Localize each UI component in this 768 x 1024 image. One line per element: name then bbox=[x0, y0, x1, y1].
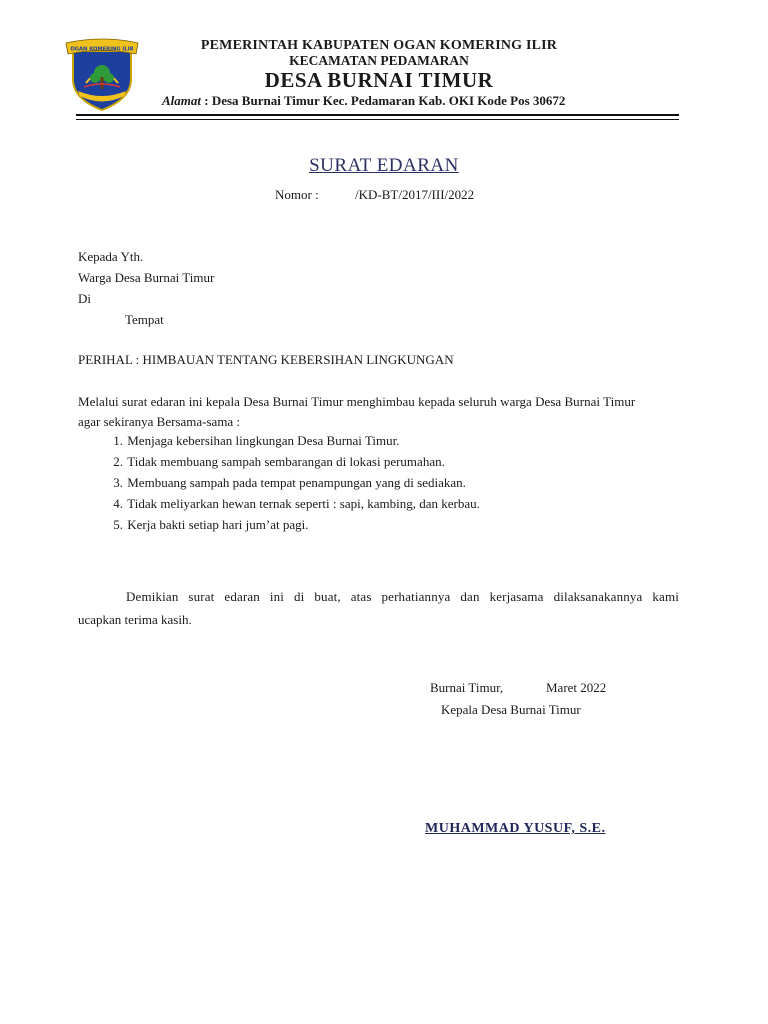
recipient-line-4: Tempat bbox=[125, 312, 164, 327]
recipient-line-3: Di bbox=[78, 291, 91, 306]
list-item bbox=[76, 454, 480, 475]
list-item-text: Tidak meliyarkan hewan ternak seperti : sapi, kambing, dan kerbau. bbox=[127, 496, 480, 511]
list-item-number: 4. bbox=[113, 496, 123, 511]
list-item-number: 1. bbox=[113, 433, 123, 448]
subject-line: PERIHAL : HIMBAUAN TENTANG KEBERSIHAN LINGKUNGAN bbox=[78, 352, 454, 367]
address-label: Alamat bbox=[162, 93, 202, 108]
letterhead-divider-thick bbox=[76, 114, 679, 116]
intro-line-1: Melalui surat edaran ini kepala Desa Burnai Timur menghimbau kepada seluruh warga Desa Burnai Timur bbox=[78, 394, 636, 409]
letter-place: Burnai Timur, bbox=[430, 680, 504, 695]
list-item-text: Tidak membuang sampah sembarangan di lokasi perumahan. bbox=[127, 454, 445, 469]
list-item bbox=[76, 517, 480, 538]
list-item bbox=[76, 475, 480, 496]
signer-position: Kepala Desa Burnai Timur bbox=[441, 702, 581, 717]
list-item-text: Membuang sampah pada tempat penampungan yang di sediakan. bbox=[127, 475, 466, 490]
list-item-number: 3. bbox=[113, 475, 123, 490]
letter-title: SURAT EDARAN bbox=[309, 155, 459, 176]
letterhead-divider-thin bbox=[76, 119, 679, 120]
recipient-line-1: Kepada Yth. bbox=[78, 249, 144, 264]
government-header: PEMERINTAH KABUPATEN OGAN KOMERING ILIR bbox=[200, 38, 558, 53]
address-line bbox=[162, 93, 565, 109]
list-item-text: Kerja bakti setiap hari jum’at pagi. bbox=[127, 517, 309, 532]
address-text: : Desa Burnai Timur Kec. Pedamaran Kab. OKI Kode Pos 30672 bbox=[201, 93, 566, 108]
list-item-text: Menjaga kebersihan lingkungan Desa Burnai Timur. bbox=[127, 433, 400, 448]
recipient-line-2: Warga Desa Burnai Timur bbox=[78, 270, 215, 285]
letter-date: Maret 2022 bbox=[546, 680, 607, 695]
closing-line-1: Demikian surat edaran ini di buat, atas perhatiannya dan kerjasama dilaksanakannya kami bbox=[126, 589, 679, 604]
list-item bbox=[76, 433, 480, 454]
district-header: KECAMATAN PEDAMARAN bbox=[289, 53, 469, 68]
instruction-list bbox=[76, 433, 480, 538]
list-item bbox=[76, 496, 480, 517]
list-item-number: 2. bbox=[113, 454, 123, 469]
signer-name: MUHAMMAD YUSUF, S.E. bbox=[425, 821, 606, 836]
intro-line-2: agar sekiranya Bersama-sama : bbox=[78, 414, 241, 429]
number-value: /KD-BT/2017/III/2022 bbox=[355, 187, 475, 202]
closing-line-2: ucapkan terima kasih. bbox=[78, 612, 192, 627]
village-header: DESA BURNAI TIMUR bbox=[264, 68, 494, 92]
list-item-number: 5. bbox=[113, 517, 123, 532]
regency-emblem-logo bbox=[64, 37, 140, 113]
number-label: Nomor : bbox=[275, 187, 319, 202]
logo-banner-text: OGAN KOMERING ILIR bbox=[70, 46, 134, 53]
